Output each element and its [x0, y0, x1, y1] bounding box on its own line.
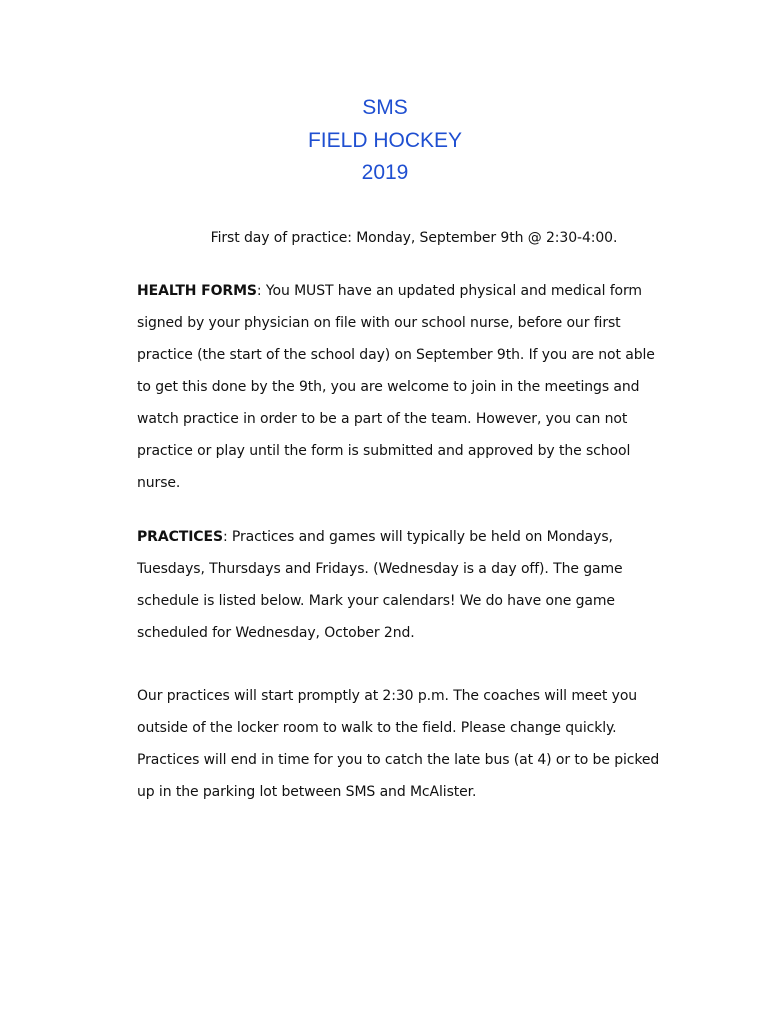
health-line-2: signed by your physician on file with our school nurse, before our first [137, 315, 621, 331]
health-forms-heading: HEALTH FORMS [137, 283, 257, 299]
practices-line-1-text: : Practices and games will typically be held on Mondays, [222, 529, 613, 545]
practices-line-1 [137, 521, 697, 553]
start-line-2: outside of the locker room to walk to the field. Please change quickly. [137, 720, 617, 736]
title-year: 2019 [361, 161, 409, 184]
first-day-notice: First day of practice: Monday, September 9th @ 2:30-4:00. [210, 230, 618, 246]
health-line-4: to get this done by the 9th, you are welcome to join in the meetings and [137, 379, 640, 395]
practices-line-2: Tuesdays, Thursdays and Fridays. (Wednesday is a day off). The game [137, 561, 623, 577]
practices-line-4: scheduled for Wednesday, October 2nd. [137, 625, 415, 641]
practice-start-paragraph [137, 680, 697, 808]
title-school: SMS [362, 96, 408, 119]
health-line-7: nurse. [137, 475, 181, 491]
practices-line-3: schedule is listed below. Mark your calendars! We do have one game [137, 593, 615, 609]
start-line-3: Practices will end in time for you to catch the late bus (at 4) or to be picked [137, 752, 660, 768]
health-line-3: practice (the start of the school day) on September 9th. If you are not able [137, 347, 655, 363]
practices-heading: PRACTICES [137, 529, 223, 545]
start-line-1: Our practices will start promptly at 2:30 p.m. The coaches will meet you [137, 688, 638, 704]
health-line-1 [137, 275, 697, 307]
health-forms-paragraph [137, 275, 697, 499]
title-sport: FIELD HOCKEY [307, 128, 463, 152]
practices-paragraph [137, 521, 697, 649]
health-line-6: practice or play until the form is submitted and approved by the school [137, 443, 631, 459]
health-line-5: watch practice in order to be a part of the team. However, you can not [137, 411, 628, 427]
document-title [0, 92, 770, 190]
health-line-1-text: : You MUST have an updated physical and medical form [256, 283, 642, 299]
start-line-4: up in the parking lot between SMS and McAlister. [137, 784, 477, 800]
